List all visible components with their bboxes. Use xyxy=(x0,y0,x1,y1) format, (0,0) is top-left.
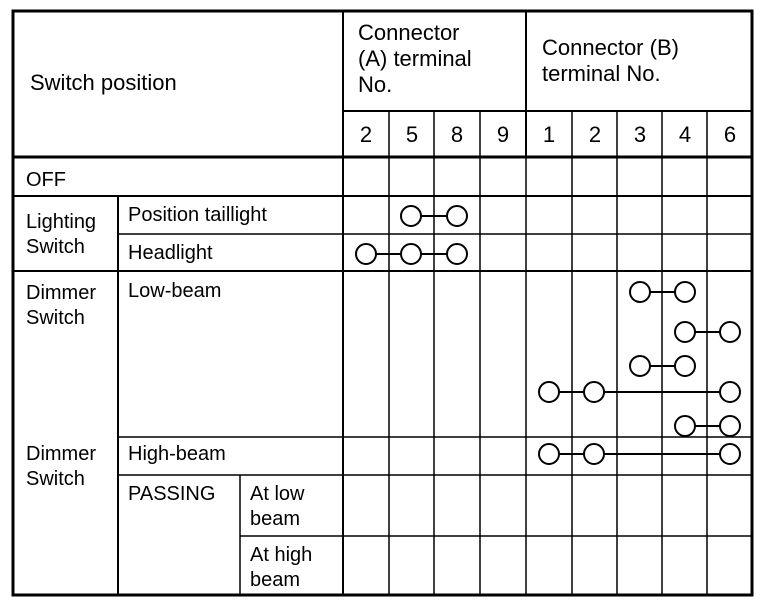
continuity-terminal-circle xyxy=(720,382,740,402)
continuity-terminal-circle xyxy=(447,244,467,264)
continuity-terminal-circle xyxy=(539,382,559,402)
dimmer-switch-label-1: Dimmer Switch xyxy=(26,282,96,329)
continuity-terminal-circle xyxy=(675,322,695,342)
continuity-terminal-circle xyxy=(447,206,467,226)
lighting-switch-label: Lighting Switch xyxy=(26,211,97,258)
continuity-terminal-circle xyxy=(356,244,376,264)
continuity-terminal-circle xyxy=(720,322,740,342)
continuity-terminal-circle xyxy=(675,416,695,436)
continuity-terminal-circle xyxy=(584,444,604,464)
row-position-taillight-label: Position taillight xyxy=(128,204,267,226)
terminal-b-4: 4 xyxy=(678,122,692,147)
continuity-terminal-circle xyxy=(401,244,421,264)
row-low-beam-label: Low-beam xyxy=(128,280,222,302)
row-passing-at-high-beam-label: At high beam xyxy=(250,544,313,591)
terminal-a-8: 8 xyxy=(450,122,464,147)
connector-a-header: Connector (A) terminal No. xyxy=(358,20,472,97)
continuity-terminal-circle xyxy=(630,356,650,376)
terminal-b-3: 3 xyxy=(633,122,647,147)
terminal-a-9: 9 xyxy=(496,122,510,147)
continuity-terminal-circle xyxy=(584,382,604,402)
row-passing-at-low-beam-label: At low beam xyxy=(250,483,305,530)
row-passing-label: PASSING xyxy=(128,483,216,505)
terminal-b-6: 6 xyxy=(723,122,737,147)
dimmer-switch-label-2: Dimmer Switch xyxy=(26,443,96,490)
terminal-a-5: 5 xyxy=(405,122,419,147)
continuity-terminal-circle xyxy=(720,416,740,436)
table-border xyxy=(13,11,752,595)
terminal-a-2: 2 xyxy=(359,122,373,147)
terminal-b-1: 1 xyxy=(542,122,556,147)
connector-b-header: Connector (B) terminal No. xyxy=(542,35,679,86)
row-headlight-label: Headlight xyxy=(128,242,213,264)
continuity-terminal-circle xyxy=(539,444,559,464)
continuity-terminal-circle xyxy=(720,444,740,464)
terminal-b-2: 2 xyxy=(588,122,602,147)
row-high-beam-label: High-beam xyxy=(128,443,226,465)
continuity-terminal-circle xyxy=(630,282,650,302)
row-off-label: OFF xyxy=(26,169,66,191)
continuity-terminal-circle xyxy=(675,282,695,302)
switch-position-header: Switch position xyxy=(30,70,177,95)
continuity-terminal-circle xyxy=(401,206,421,226)
continuity-terminal-circle xyxy=(675,356,695,376)
